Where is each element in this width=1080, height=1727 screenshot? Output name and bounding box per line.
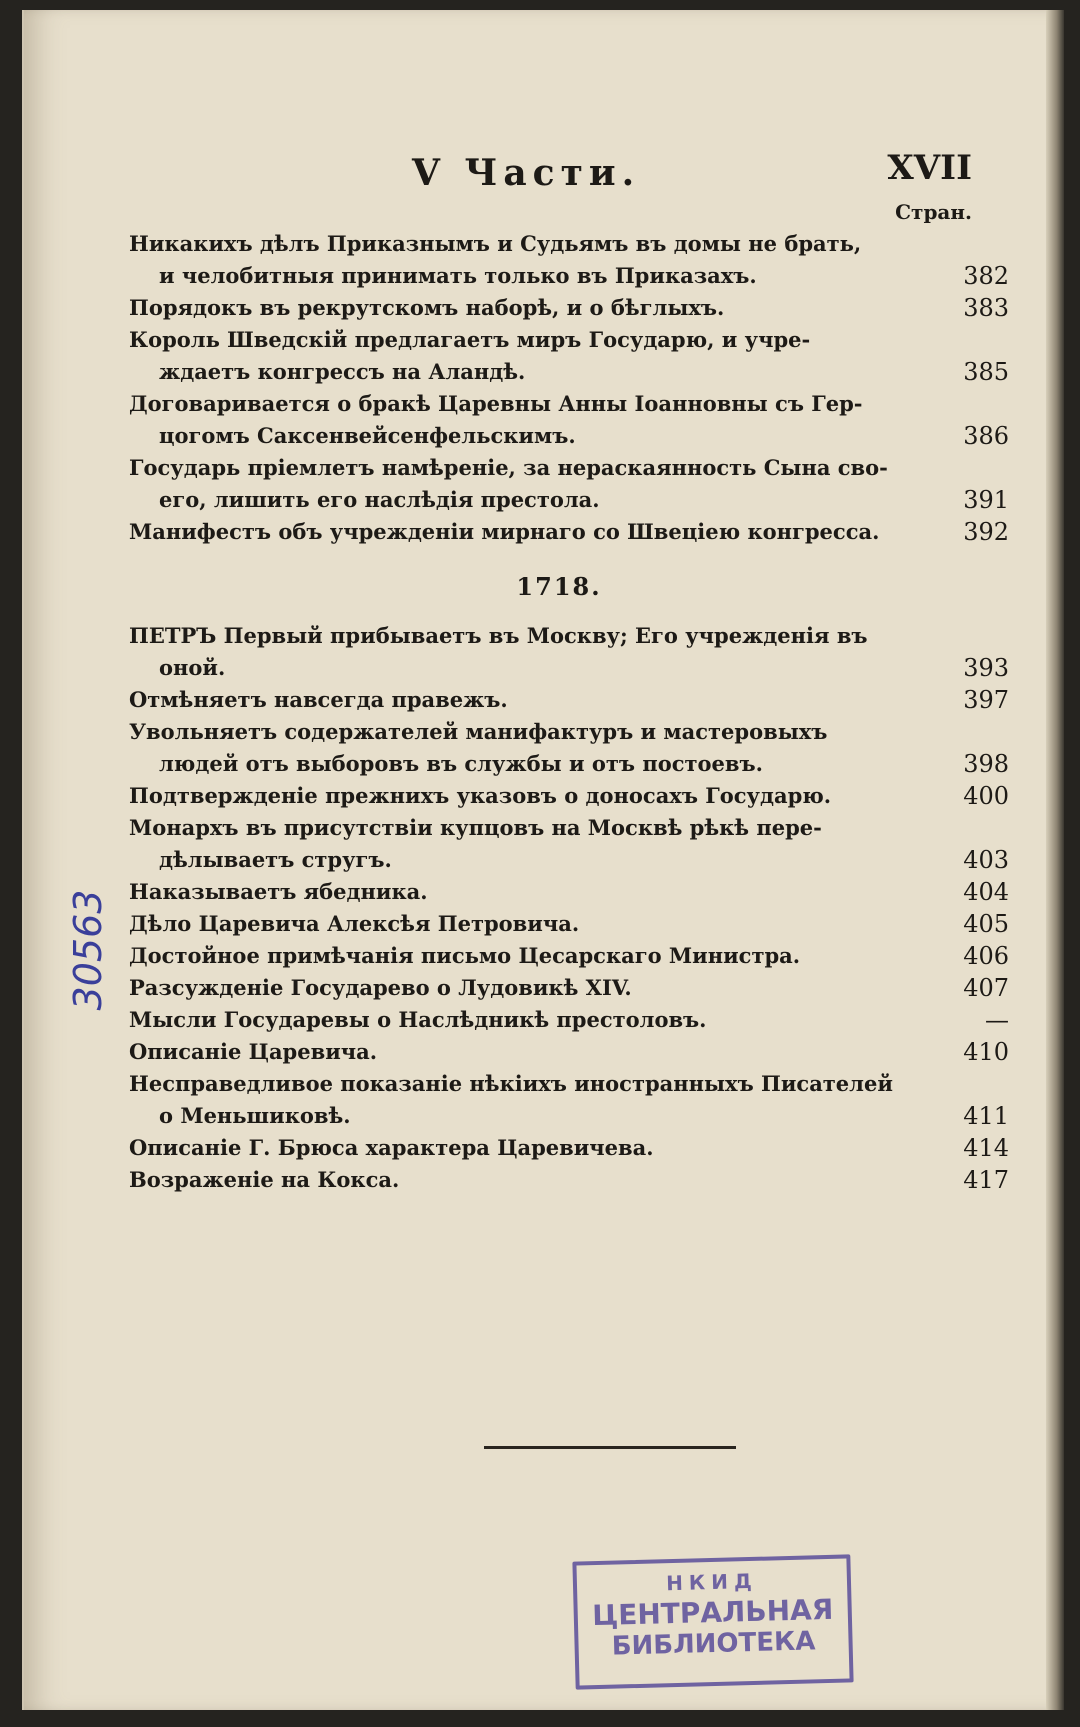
toc-entry-text: Несправедливое показаніе нѣкіихъ иностранныхъ Писателей (129, 1071, 893, 1096)
toc-page-number: 393 (963, 654, 1009, 682)
toc-entry-line (129, 388, 1009, 420)
toc-entry-text: Увольняетъ содержателей манифактуръ и мастеровыхъ (129, 719, 828, 744)
shelfmark-handwritten: 30563 (66, 889, 110, 1011)
toc-page-number: 400 (963, 782, 1009, 810)
toc-entry-text: Достойное примѣчанія письмо Цесарскаго Министра. (129, 943, 801, 968)
toc-entry-line (129, 876, 1009, 908)
toc-entry-text: ждаетъ конгрессъ на Аландѣ. (159, 359, 526, 384)
toc-entry-text: Мысли Государевы о Наслѣдникѣ престоловъ. (129, 1007, 707, 1032)
toc-entry-line (129, 356, 1009, 388)
toc-entry-line (129, 292, 1009, 324)
toc-entry-text: Манифестъ объ учрежденіи мирнаго со Швеціею конгресса. (129, 519, 880, 544)
toc-entry (129, 620, 1009, 684)
stamp-line-3: БИБЛИОТЕКА (611, 1626, 816, 1662)
book-page (22, 10, 1064, 1710)
toc-entry (129, 1132, 1009, 1164)
toc-entry (129, 516, 1009, 548)
toc-entry-line (129, 324, 1009, 356)
toc-entry-text: дѣлываетъ стругъ. (159, 847, 392, 872)
toc-entry-text: о Меньшиковѣ. (159, 1103, 351, 1128)
toc-entry-text: и челобитныя принимать только въ Приказахъ. (159, 263, 757, 288)
header-title: V Части. (412, 152, 641, 194)
stamp-line-1: НКИД (665, 1568, 759, 1596)
page-edge (1046, 10, 1064, 1710)
toc-entry-text: Разсужденіе Государево о Лудовикѣ XIV. (129, 975, 632, 1000)
toc-entry-text: Возраженіе на Кокса. (129, 1167, 400, 1192)
toc-entry-text: Отмѣняетъ навсегда правежъ. (129, 687, 508, 712)
toc-entry (129, 1036, 1009, 1068)
toc-entry-text: Король Шведскій предлагаетъ миръ Государю, и учре- (129, 327, 811, 352)
toc-entry-line (129, 516, 1009, 548)
toc-page-number: 403 (963, 846, 1009, 874)
toc-entry-text: Дѣло Царевича Алексѣя Петровича. (129, 911, 580, 936)
library-stamp (572, 1554, 853, 1689)
toc-entry-line (129, 652, 1009, 684)
toc-entry-text: Описаніе Царевича. (129, 1039, 378, 1064)
toc-page-number: 405 (963, 910, 1009, 938)
toc-entry-line (129, 748, 1009, 780)
toc-page-number: 386 (963, 422, 1009, 450)
toc-entry-line (129, 844, 1009, 876)
toc-page-number: 382 (963, 262, 1009, 290)
toc-entry-text: Монархъ въ присутствіи купцовъ на Москвѣ рѣкѣ пере- (129, 815, 822, 840)
toc-entry-text: людей отъ выборовъ въ службы и отъ постоевъ. (159, 751, 763, 776)
toc-page-number: 385 (963, 358, 1009, 386)
toc-page-number: 406 (963, 942, 1009, 970)
toc-page-number: 391 (963, 486, 1009, 514)
header-page-number: XVII (887, 148, 972, 188)
toc-entry-text: оной. (159, 655, 226, 680)
toc-entry (129, 940, 1009, 972)
toc-entry (129, 716, 1009, 780)
toc-entry-line (129, 780, 1009, 812)
toc-page-number: 383 (963, 294, 1009, 322)
toc-entry-text: Государь пріемлетъ намѣреніе, за нераскаянность Сына сво- (129, 455, 888, 480)
toc-page-number: 411 (963, 1102, 1009, 1130)
toc-page-number: 392 (963, 518, 1009, 546)
toc-entry (129, 292, 1009, 324)
toc-entry (129, 1068, 1009, 1132)
toc-entry-line (129, 1132, 1009, 1164)
toc-entry (129, 1004, 1009, 1036)
toc-entry-line (129, 1068, 1009, 1100)
toc-entry (129, 972, 1009, 1004)
toc-entry-text: Порядокъ въ рекрутскомъ наборѣ, и о бѣглыхъ. (129, 295, 725, 320)
toc-entry (129, 452, 1009, 516)
toc-entry-line (129, 228, 1009, 260)
toc-entry-line (129, 1036, 1009, 1068)
toc-entry-text: цогомъ Саксенвейсенфельскимъ. (159, 423, 576, 448)
toc-page-number: 417 (963, 1166, 1009, 1194)
toc-entry-line (129, 1004, 1009, 1036)
toc-entry-text: его, лишить его наслѣдія престола. (159, 487, 600, 512)
toc-entry (129, 908, 1009, 940)
toc-entry-line (129, 940, 1009, 972)
toc-entry-line (129, 812, 1009, 844)
pages-column-label: Стран. (895, 200, 972, 224)
toc-page-number: 407 (963, 974, 1009, 1002)
toc-entry (129, 876, 1009, 908)
toc-entry-text: ПЕТРЪ Первый прибываетъ въ Москву; Его учрежденія въ (129, 623, 868, 648)
toc-page-number: — (985, 1006, 1009, 1034)
toc-entry (129, 684, 1009, 716)
end-rule (484, 1446, 736, 1449)
toc-entry-line (129, 684, 1009, 716)
toc-entry-line (129, 452, 1009, 484)
toc-entry-text: Договаривается о бракѣ Царевны Анны Іоанновны съ Гер- (129, 391, 863, 416)
toc-entry-text: Подтвержденіе прежнихъ указовъ о доносахъ Государю. (129, 783, 832, 808)
toc-entry-line (129, 716, 1009, 748)
toc-page-number: 404 (963, 878, 1009, 906)
toc-entry-line (129, 1100, 1009, 1132)
toc-entry-line (129, 620, 1009, 652)
toc-entry-text: Наказываетъ ябедника. (129, 879, 428, 904)
toc-entry (129, 388, 1009, 452)
toc-entry (129, 1164, 1009, 1196)
toc-entry-line (129, 260, 1009, 292)
toc-entry (129, 780, 1009, 812)
stamp-line-2: ЦЕНТРАЛЬНАЯ (591, 1592, 834, 1633)
toc-entry-line (129, 972, 1009, 1004)
toc-entry-line (129, 908, 1009, 940)
toc-page-number: 410 (963, 1038, 1009, 1066)
toc-page-number: 397 (963, 686, 1009, 714)
toc-entry-line (129, 484, 1009, 516)
toc-entry-line (129, 1164, 1009, 1196)
toc-entry-line (129, 420, 1009, 452)
toc-entry-text: Никакихъ дѣлъ Приказнымъ и Судьямъ въ домы не брать, (129, 231, 862, 256)
toc-section-1 (129, 228, 1009, 548)
toc-page-number: 414 (963, 1134, 1009, 1162)
year-heading: 1718. (516, 572, 602, 601)
toc-section-2 (129, 620, 1009, 1196)
toc-page-number: 398 (963, 750, 1009, 778)
toc-entry (129, 228, 1009, 292)
toc-entry (129, 324, 1009, 388)
toc-entry-text: Описаніе Г. Брюса характера Царевичева. (129, 1135, 654, 1160)
toc-entry (129, 812, 1009, 876)
